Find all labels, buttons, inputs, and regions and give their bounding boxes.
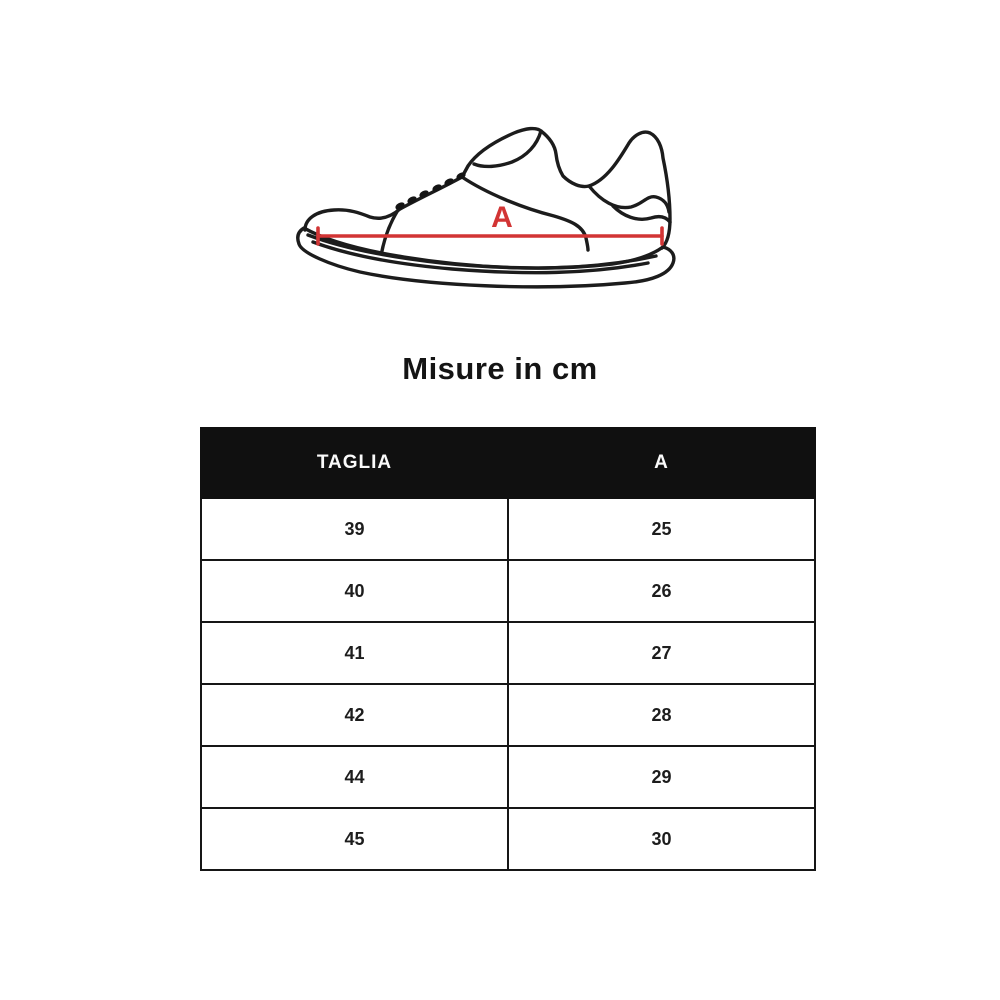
- size-table: [200, 427, 816, 871]
- size-table-body: [201, 498, 815, 870]
- a-cell: 29: [508, 746, 815, 808]
- taglia-cell: 39: [201, 498, 508, 560]
- units-title: Misure in cm: [402, 351, 598, 386]
- sneaker-upper: [305, 129, 670, 251]
- sneaker-illustration: [290, 105, 710, 305]
- table-row: [201, 684, 815, 746]
- size-table-header: [201, 428, 815, 498]
- table-row: [201, 746, 815, 808]
- measurement-line-a: [318, 228, 662, 244]
- table-row: [201, 498, 815, 560]
- taglia-cell: 40: [201, 560, 508, 622]
- table-row: [201, 622, 815, 684]
- header-cell-taglia: TAGLIA: [201, 428, 508, 498]
- taglia-cell: 45: [201, 808, 508, 870]
- table-row: [201, 560, 815, 622]
- a-cell: 28: [508, 684, 815, 746]
- header-row: [201, 428, 815, 498]
- taglia-cell: 44: [201, 746, 508, 808]
- measurement-label-a: A: [491, 201, 513, 234]
- a-cell: 25: [508, 498, 815, 560]
- taglia-cell: 41: [201, 622, 508, 684]
- taglia-cell: 42: [201, 684, 508, 746]
- table-row: [201, 808, 815, 870]
- header-cell-a: A: [508, 428, 815, 498]
- a-cell: 30: [508, 808, 815, 870]
- a-cell: 27: [508, 622, 815, 684]
- a-cell: 26: [508, 560, 815, 622]
- shoe-diagram: [290, 105, 710, 305]
- size-table-container: [200, 427, 816, 871]
